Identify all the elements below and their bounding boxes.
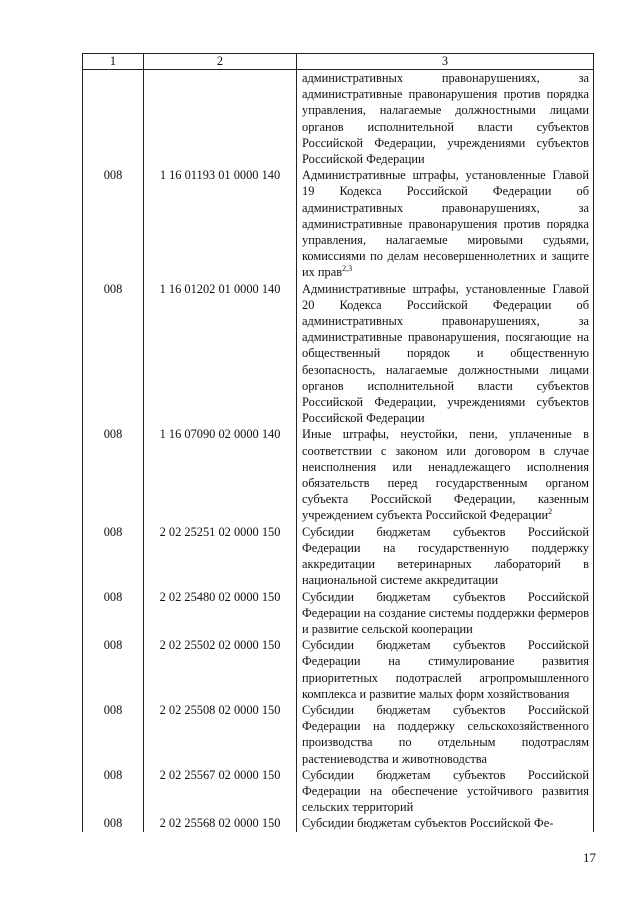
admin-code: 008 (103, 281, 123, 296)
budget-classification-code: 2 02 25502 02 0000 150 (159, 638, 281, 653)
budget-code-cell (144, 524, 297, 589)
description-text: Субсидии бюджетам субъектов Российской Федерации на стимулирование развития приоритетных подотраслей агропромышленного комплекса и развитие малых форм хозяйствования (302, 638, 589, 701)
admin-code-cell (83, 70, 144, 168)
admin-code: 008 (103, 168, 123, 183)
budget-code-cell (144, 589, 297, 638)
admin-code: 008 (103, 589, 123, 604)
table-row (83, 815, 594, 831)
table-header-row (83, 54, 594, 70)
budget-code-cell (144, 167, 297, 280)
table-row (83, 524, 594, 589)
column-header-2: 2 (144, 54, 297, 70)
table-row (83, 637, 594, 702)
description-text-block (297, 524, 593, 589)
description-cell (297, 702, 594, 767)
description-text: Субсидии бюджетам субъектов Российской Федерации на поддержку сельскохозяйственного производства по отдельным подотраслям растениеводства и животноводства (302, 702, 589, 766)
budget-classification-code: 2 02 25567 02 0000 150 (159, 767, 281, 782)
description-text-block (297, 426, 593, 523)
budget-code-cell (144, 767, 297, 816)
table-row (83, 281, 594, 427)
budget-code-cell (144, 281, 297, 427)
admin-code: 008 (103, 638, 123, 653)
budget-classification-code: 2 02 25508 02 0000 150 (159, 702, 281, 717)
description-text: Субсидии бюджетам субъектов Российской Федерации на государственную поддержку аккредитации ветеринарных лабораторий в национальной системе аккредитации (302, 524, 589, 588)
description-text: Субсидии бюджетам субъектов Российской Федерации на создание системы поддержки фермеров и развитие сельской кооперации (302, 589, 589, 636)
column-header-3: 3 (297, 54, 594, 70)
footnote-reference: 2,3 (342, 264, 353, 274)
table-row (83, 589, 594, 638)
description-text: Административные штрафы, установленные Главой 20 Кодекса Российской Федерации об административных правонарушениях, за административные правонарушения, посягающие на общественный порядок и общественную безопасность, налагаемые должностными лицами органов исполнительной власти субъектов Российской Федерации, учреждениями субъектов Российской Федерации (302, 281, 589, 426)
revenue-code-table (82, 53, 594, 832)
table-row (83, 767, 594, 816)
budget-classification-code: 2 02 25251 02 0000 150 (159, 524, 281, 539)
table-row (83, 702, 594, 767)
description-cell (297, 767, 594, 816)
admin-code: 008 (103, 767, 123, 782)
admin-code-cell (83, 281, 144, 427)
admin-code: 008 (103, 816, 123, 831)
admin-code-cell (83, 426, 144, 523)
table-row (83, 426, 594, 523)
admin-code-cell (83, 702, 144, 767)
budget-classification-code: 2 02 25568 02 0000 150 (159, 816, 281, 831)
budget-code-cell (144, 815, 297, 831)
description-text-block (297, 767, 593, 816)
admin-code-cell (83, 637, 144, 702)
admin-code-cell (83, 524, 144, 589)
description-cell (297, 281, 594, 427)
budget-classification-code: 1 16 01202 01 0000 140 (159, 281, 281, 296)
admin-code-cell (83, 167, 144, 280)
description-cell (297, 637, 594, 702)
budget-classification-code: 1 16 01193 01 0000 140 (159, 168, 281, 183)
description-text: Субсидии бюджетам субъектов Российской Фе- (302, 816, 554, 831)
description-text: административных правонарушениях, за административные правонарушения против порядка управления, налагаемые должностными лицами органов исполнительной власти субъектов Российской Федерации, учреждениями субъектов Российской Федерации (302, 71, 589, 167)
admin-code: 008 (103, 524, 123, 539)
admin-code-cell (83, 815, 144, 831)
description-cell (297, 815, 594, 831)
description-text: Иные штрафы, неустойки, пени, уплаченные в соответствии с законом или договором в случае неисполнения или ненадлежащего исполнения обязательств перед государственным органом субъекта Российской Федерации, казенным учреждением субъекта Российской Федерации (302, 427, 589, 523)
admin-code: 008 (103, 702, 123, 717)
column-header-1: 1 (83, 54, 144, 70)
description-text-block (297, 702, 593, 767)
description-text: Административные штрафы, установленные Главой 19 Кодекса Российской Федерации об административных правонарушениях, за административные правонарушения против порядка управления, налагаемые мировыми судьями, комиссиями по делам несовершеннолетних и защите их прав (302, 168, 589, 280)
description-text-block (297, 281, 593, 427)
budget-classification-code: 1 16 07090 02 0000 140 (159, 427, 281, 442)
description-text-block (297, 70, 593, 167)
description-text-block (297, 815, 593, 831)
description-cell (297, 70, 594, 168)
budget-classification-code: 2 02 25480 02 0000 150 (159, 589, 281, 604)
description-text-block (297, 167, 593, 280)
description-cell (297, 167, 594, 280)
admin-code-cell (83, 589, 144, 638)
description-text-block (297, 589, 593, 638)
admin-code-cell (83, 767, 144, 816)
description-text-block (297, 637, 593, 702)
budget-code-cell (144, 637, 297, 702)
budget-code-cell (144, 702, 297, 767)
table-row (83, 70, 594, 168)
page-number: 17 (583, 850, 596, 865)
description-text: Субсидии бюджетам субъектов Российской Федерации на обеспечение устойчивого развития сельских территорий (302, 767, 589, 815)
budget-code-cell (144, 426, 297, 523)
table-row (83, 167, 594, 280)
admin-code: 008 (103, 427, 123, 442)
footnote-reference: 2 (548, 507, 553, 517)
description-cell (297, 426, 594, 523)
description-cell (297, 589, 594, 638)
description-cell (297, 524, 594, 589)
budget-code-cell (144, 70, 297, 168)
